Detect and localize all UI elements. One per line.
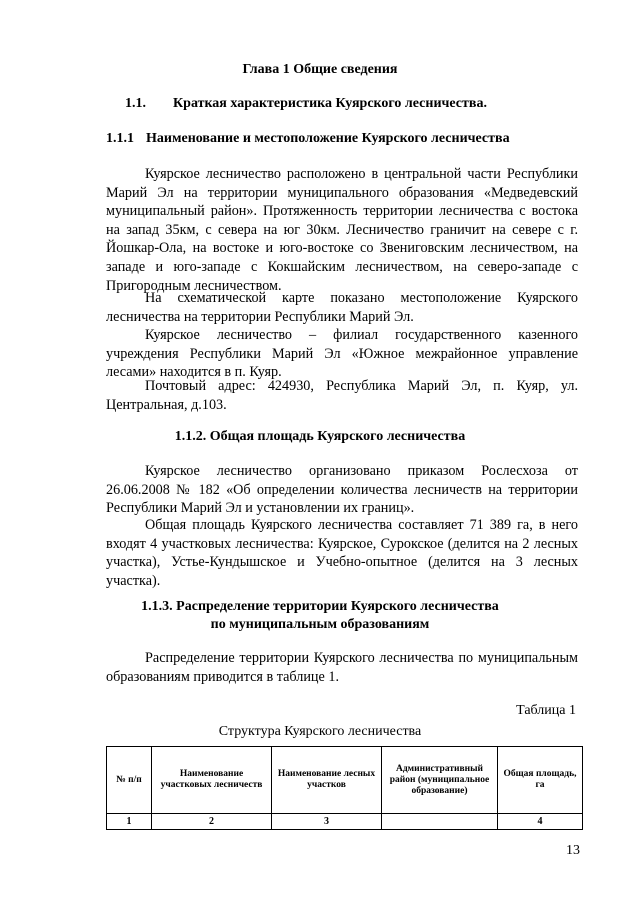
- paragraph-branch: Куярское лесничество – филиал государственного казенного учреждения Республики Марий Эл «Южное межрайонное управление лесами» находится в п. Куяр.: [106, 327, 578, 381]
- header-total-area: Общая площадь, га: [498, 747, 583, 814]
- section-1-1-3-heading-line2: по муниципальным образованиям: [210, 617, 430, 632]
- section-1-1-1-title: Наименование и местоположение Куярского лесничества: [146, 131, 510, 146]
- section-1-1-number: 1.1.: [125, 96, 146, 111]
- table-cell: 1: [107, 814, 152, 830]
- header-admin-district: Административный район (муниципальное образование): [382, 747, 498, 814]
- header-forest-plots: Наименование лесных участков: [272, 747, 382, 814]
- table-caption: Структура Куярского лесничества: [218, 724, 422, 739]
- section-1-1-3-heading-line1: 1.1.3. Распределение территории Куярского лесничества: [141, 599, 499, 614]
- table-label: Таблица 1: [516, 703, 576, 718]
- table-header-row: [107, 747, 583, 814]
- table-cell: [382, 814, 498, 830]
- table-cell: 3: [272, 814, 382, 830]
- table-row: [107, 814, 583, 830]
- paragraph-area: Общая площадь Куярского лесничества составляет 71 389 га, в него входят 4 участковых лесничества: Куярское, Сурокское (делится на 2 лесных участка), Устье-Кундышское и Учебно-опытное (делится на 3 лесных участка).: [106, 517, 578, 589]
- section-1-1-1-heading: [106, 131, 510, 147]
- page-number: 13: [566, 843, 580, 858]
- paragraph-address: Почтовый адрес: 424930, Республика Марий Эл, п. Куяр, ул. Центральная, д.103.: [106, 378, 578, 413]
- section-1-1-1-number: 1.1.1: [106, 131, 134, 146]
- section-1-1-2-heading: 1.1.2. Общая площадь Куярского лесничества: [174, 429, 466, 444]
- paragraph-location: Куярское лесничество расположено в центральной части Республики Марий Эл на территории муниципального образования «Медведевский муниципальный район». Протяженность территории лесничества с востока на запад 35км, с севера на юг 30км. Лесничество граничит на севере с г. Йошкар-Ола, на востоке и юго-востоке со Звениговским лесничеством, на западе и юго-западе с Кокшайским лесничеством, на северо-западе с Пригородным лесничеством.: [106, 166, 578, 294]
- table-cell: 4: [498, 814, 583, 830]
- chapter-title: Глава 1 Общие сведения: [242, 62, 398, 77]
- section-1-1-title: Краткая характеристика Куярского лесничества.: [173, 96, 487, 111]
- structure-table: [106, 746, 583, 830]
- paragraph-order: Куярское лесничество организовано приказом Рослесхоза от 26.06.2008 № 182 «Об определении количества лесничеств на территории Республики Марий Эл и установлении их границ».: [106, 463, 578, 517]
- table-cell: 2: [152, 814, 272, 830]
- section-1-1-heading: [125, 96, 487, 112]
- paragraph-map: На схематической карте показано местоположение Куярского лесничества на территории Республики Марий Эл.: [106, 290, 578, 325]
- header-number: № п/п: [107, 747, 152, 814]
- paragraph-distribution: Распределение территории Куярского лесничества по муниципальным образованиям приводится в таблице 1.: [106, 650, 578, 685]
- header-district-forestries: Наименование участковых лесничеств: [152, 747, 272, 814]
